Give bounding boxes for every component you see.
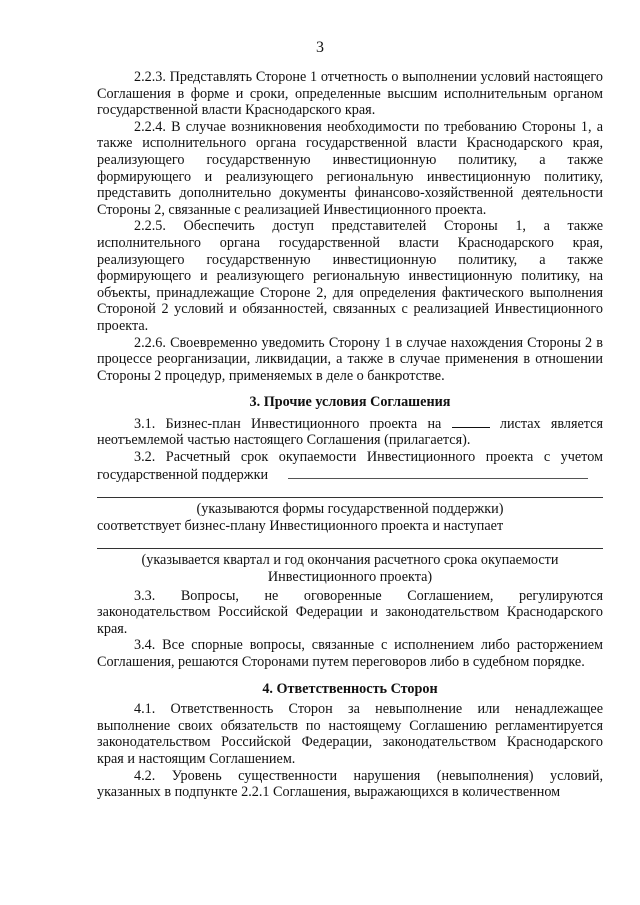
paragraph-3-1-start: 3.1. Бизнес-план Инвестиционного проекта на [134, 415, 442, 432]
paragraph-3-1-end: листах является неотъемлемой частью настоящего Соглашения (прилагается). [97, 415, 604, 449]
paragraph-4-1: 4.1. Ответственность Сторон за невыполнение или ненадлежащее выполнение своих обязательств по настоящему Соглашению регламентируется законодательством Российской Федерации, законодательством Краснодарского края и настоящим Соглашением. [97, 701, 603, 767]
paragraph-2-2-5: 2.2.5. Обеспечить доступ представителей Стороны 1, а также исполнительного органа государственной власти Краснодарского края, реализующего государственную инвестиционную политику, а также формирующего и реализующего региональную инвестиционную политику, на объекты, принадлежащие Стороне 2, для определения фактического выполнения Стороной 2 условий и обязанностей, связанных с реализацией Инвестиционного проекта. [97, 218, 603, 334]
section-3-heading: 3. Прочие условия Соглашения [249, 394, 451, 411]
paragraph-2-2-3: 2.2.3. Представлять Стороне 1 отчетность о выполнении условий настоящего Соглашения в форме и сроки, определенные высшим исполнительным органом государственной власти Краснодарского края. [97, 69, 603, 119]
paragraph-3-2 [97, 449, 603, 483]
support-forms-note: (указываются формы государственной поддержки) [196, 501, 504, 518]
paragraph-2-2-6: 2.2.6. Своевременно уведомить Сторону 1 в случае нахождения Стороны 2 в процессе реорганизации, ликвидации, а также в случае применения в отношении Стороны 2 процедур, применяемых в деле о банкротстве. [97, 334, 603, 384]
payback-period-note: (указывается квартал и год окончания расчетного срока окупаемости Инвестиционного проекта) [141, 552, 559, 586]
paragraph-4-2: 4.2. Уровень существенности нарушения (невыполнения) условий, указанных в подпункте 2.2.1 Соглашения, выражающихся в количественном [97, 767, 603, 801]
payback-period-line [97, 534, 603, 549]
document-body [97, 69, 603, 801]
page-number: 3 [316, 39, 324, 56]
paragraph-3-4: 3.4. Все спорные вопросы, связанные с исполнением либо расторжением Соглашения, решаются Сторонами путем переговоров либо в судебном порядке. [97, 637, 603, 670]
paragraph-3-1 [97, 415, 603, 449]
support-forms-line [97, 483, 603, 498]
paragraph-2-2-4: 2.2.4. В случае возникновения необходимости по требованию Стороны 1, а также исполнительного органа государственной власти Краснодарского края, реализующего государственную инвестиционную политику, а также формирующего и реализующего региональную инвестиционную политику, представить дополнительно документы финансово-хозяйственной деятельности Стороны 2, связанные с реализацией Инвестиционного проекта. [97, 118, 603, 218]
pages-count-blank [452, 415, 490, 428]
paragraph-3-2-continued: соответствует бизнес-плану Инвестиционного проекта и наступает [97, 517, 504, 534]
paragraph-3-3: 3.3. Вопросы, не оговоренные Соглашением, регулируются законодательством Российской Федерации и законодательством Краснодарского края. [97, 587, 603, 637]
support-forms-blank [288, 466, 588, 479]
section-4-heading: 4. Ответственность Сторон [262, 680, 438, 697]
paragraph-3-2-text: 3.2. Расчетный срок окупаемости Инвестиционного проекта с учетом государственной поддержки [97, 449, 603, 483]
